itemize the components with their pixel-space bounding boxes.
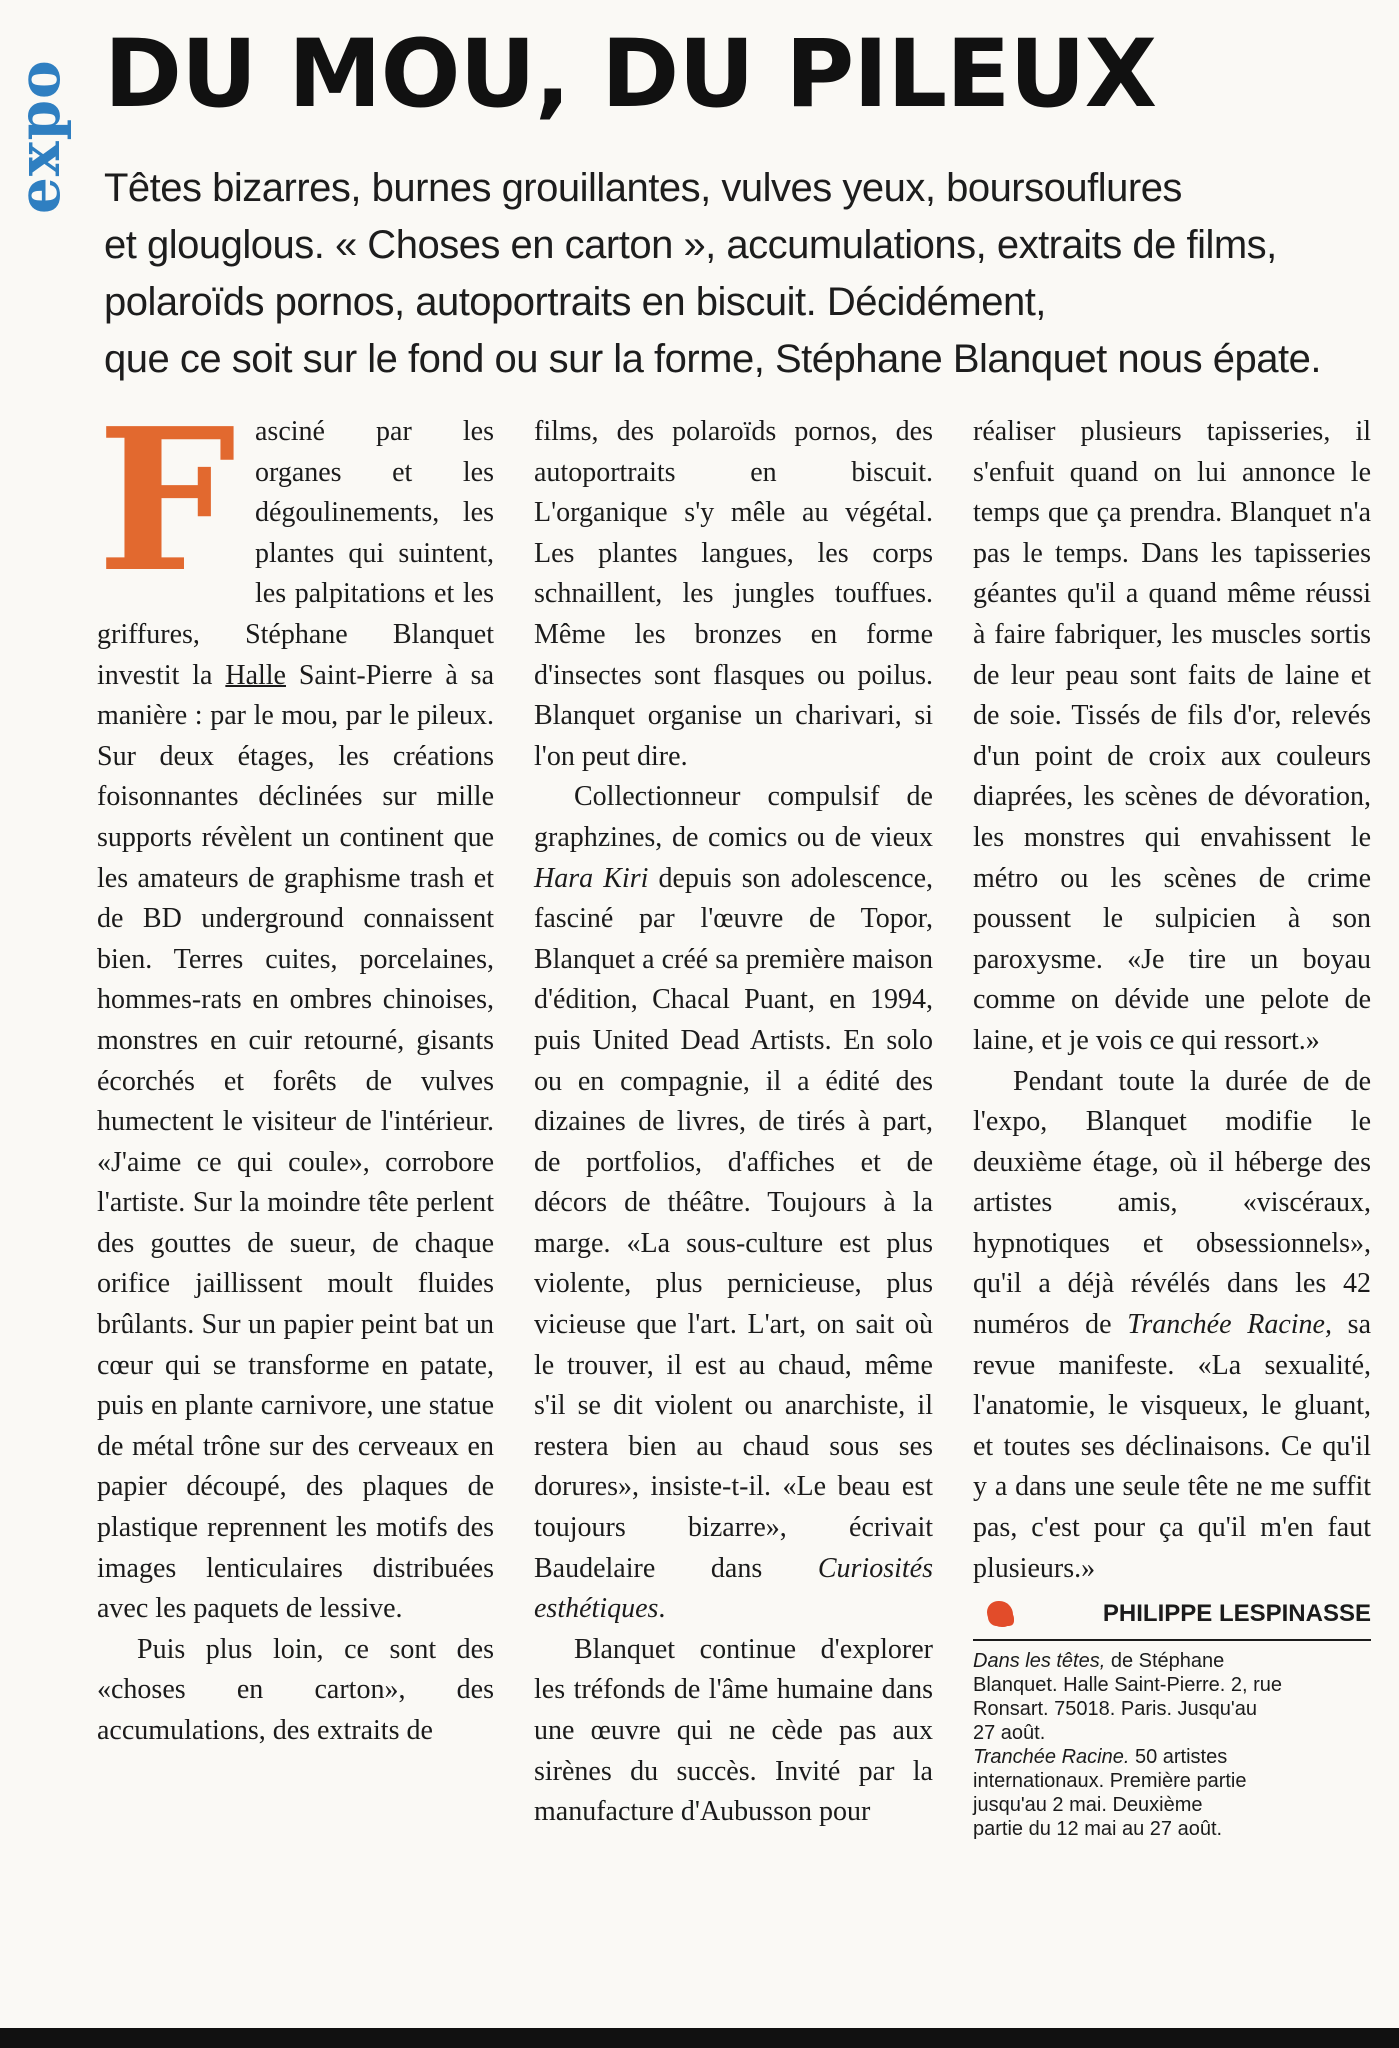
paragraph: réaliser plusieurs tapisseries, il s'enfuit quand on lui annonce le temps que ça prendra. Blanquet n'a pas le temps. Dans les tapisseries géantes qu'il a quand même réussi à faire fabriquer, les muscles sortis de leur peau sont faits de laine et de soie. Tissés de fils d'or, relevés d'un point de croix aux couleurs diaprées, les scènes de dévoration, les monstres qui envahissent le métro ou les scènes de crime poussent le sulpicien à son paroxysme. «Je tire un boyau comme on dévide une pelote de laine, et je vois ce qui ressort.»: [973, 416, 1371, 1056]
book-title: Curiosités esthétiques: [534, 1552, 933, 1625]
standfirst: [104, 160, 1321, 388]
drop-cap: F: [97, 386, 237, 616]
paragraph-text: Saint-Pierre à sa manière : par le mou, par le pileux. Sur deux étages, les créations foisonnantes déclinées sur mille supports révèlent un continent que les amateurs de graphisme trash et de BD underground connaissent bien. Terres cuites, porcelaines, hommes-rats en ombres chinoises, monstres en cuir retourné, gisants écorchés et forêts de vulves humectent le visiteur de l'intérieur. «J'aime ce qui coule», corrobore l'artiste. Sur la moindre tête perlent des gouttes de sueur, de chaque orifice jaillissent moult fluides brûlants. Sur un papier peint bat un cœur qui se transforme en patate, puis en plante carnivore, une statue de métal trône sur des cerveaux en papier découpé, des plaques de plastique reprennent les motifs des images lenticulaires distribuées avec les paquets de lessive.: [97, 659, 494, 1625]
info-line: partie du 12 mai au 27 août.: [973, 1818, 1223, 1841]
paragraph-text: .: [658, 1593, 666, 1625]
paragraph-text: asciné par les organes et les dégoulinements, les plantes qui suintent, les palpitations et les griffures, Stéphane Blanquet investit la: [97, 416, 494, 691]
info-line: [973, 1649, 1371, 1673]
section-label: expo: [5, 59, 73, 215]
paragraph: [973, 1062, 1371, 1590]
info-box: [973, 1639, 1371, 1841]
paragraph-text: Collectionneur compulsif de graphzines, de comics ou de vieux: [534, 781, 933, 853]
paragraph-text: sa revue manifeste. «La sexualité, l'anatomie, le visqueux, le gluant, et toutes ses déclinaisons. Ce qu'il y a dans une seule tête ne me suffit pas, c'est pour ça qu'il m'en faut plusieurs.»: [973, 1309, 1372, 1584]
headline: DU MOU, DU PILEUX: [104, 20, 1157, 129]
article-column-3: [973, 412, 1371, 1841]
paragraph: Blanquet continue d'explorer les tréfonds de l'âme humaine dans une œuvre qui ne cède pas aux sirènes du succès. Invité par la manufacture d'Aubusson pour: [534, 1633, 933, 1828]
paragraph: [534, 777, 933, 1629]
standfirst-line: polaroïds pornos, autoportraits en biscuit. Décidément,: [104, 280, 1046, 324]
paragraph-text: depuis son adolescence, fasciné par l'œuvre de Topor, Blanquet a créé sa première maison d'édition, Chacal Puant, en 1994, puis United Dead Artists. En solo ou en compagnie, il a édité des dizaines de livres, de tirés à part, de portfolios, d'affiches et de décors de théâtre. Toujours à la marge. «La sous-culture est plus violente, plus pernicieuse, plus vicieuse que l'art. L'art, on sait où le trouver, il est au chaud, même s'il se dit violent ou anarchiste, il restera bien au chaud sous ses dorures», insiste-t-il. «Le beau est toujours bizarre», écrivait Baudelaire dans: [534, 862, 933, 1584]
magazine-title: Hara Kiri: [534, 862, 649, 894]
info-line: Ronsart. 75018. Paris. Jusqu'au: [973, 1698, 1257, 1721]
info-line: internationaux. Première partie: [973, 1770, 1247, 1793]
info-line: 27 août.: [973, 1722, 1046, 1745]
underlined-word: Halle: [225, 659, 286, 691]
standfirst-line: Têtes bizarres, burnes grouillantes, vulves yeux, boursouflures: [104, 166, 1182, 210]
standfirst-line: que ce soit sur le fond ou sur la forme, Stéphane Blanquet nous épate.: [104, 337, 1321, 381]
byline: [973, 1597, 1371, 1631]
info-line: jusqu'au 2 mai. Deuxième: [973, 1794, 1203, 1817]
exhibition-title: Tranchée Racine.: [973, 1746, 1130, 1769]
paragraph: [97, 386, 494, 1630]
info-line: [973, 1745, 1371, 1769]
page-bottom-bar: [0, 2028, 1399, 2048]
author-name: PHILIPPE LESPINASSE: [1102, 1600, 1371, 1628]
info-text: de Stéphane: [1105, 1650, 1225, 1673]
article-column-2: [534, 412, 933, 1833]
paragraph-text: Pendant toute la durée de de l'expo, Blanquet modifie le deuxième étage, où il héberge des artistes amis, «viscéraux, hypnotiques et obsessionnels», qu'il a déjà révélés dans les 42 numéros de: [973, 1065, 1371, 1341]
paragraph: Puis plus loin, ce sont des «choses en carton», des accumulations, des extraits de: [97, 1633, 494, 1746]
exhibition-title: Dans les têtes,: [973, 1650, 1106, 1673]
standfirst-line: et glouglous. « Choses en carton », accumulations, extraits de films,: [104, 223, 1277, 267]
revue-title: Tranchée Racine,: [1127, 1309, 1332, 1341]
info-line: Blanquet. Halle Saint-Pierre. 2, rue: [973, 1674, 1283, 1697]
ink-splat-icon: [987, 1601, 1013, 1627]
info-text: 50 artistes: [1129, 1746, 1228, 1769]
paragraph: films, des polaroïds pornos, des autoportraits en biscuit. L'organique s'y mêle au végétal. Les plantes langues, les corps schnaillent, les jungles touffues. Même les bronzes en forme d'insectes sont flasques ou poilus. Blanquet organise un charivari, si l'on peut dire.: [534, 416, 933, 772]
article-column-1: [97, 386, 494, 1752]
